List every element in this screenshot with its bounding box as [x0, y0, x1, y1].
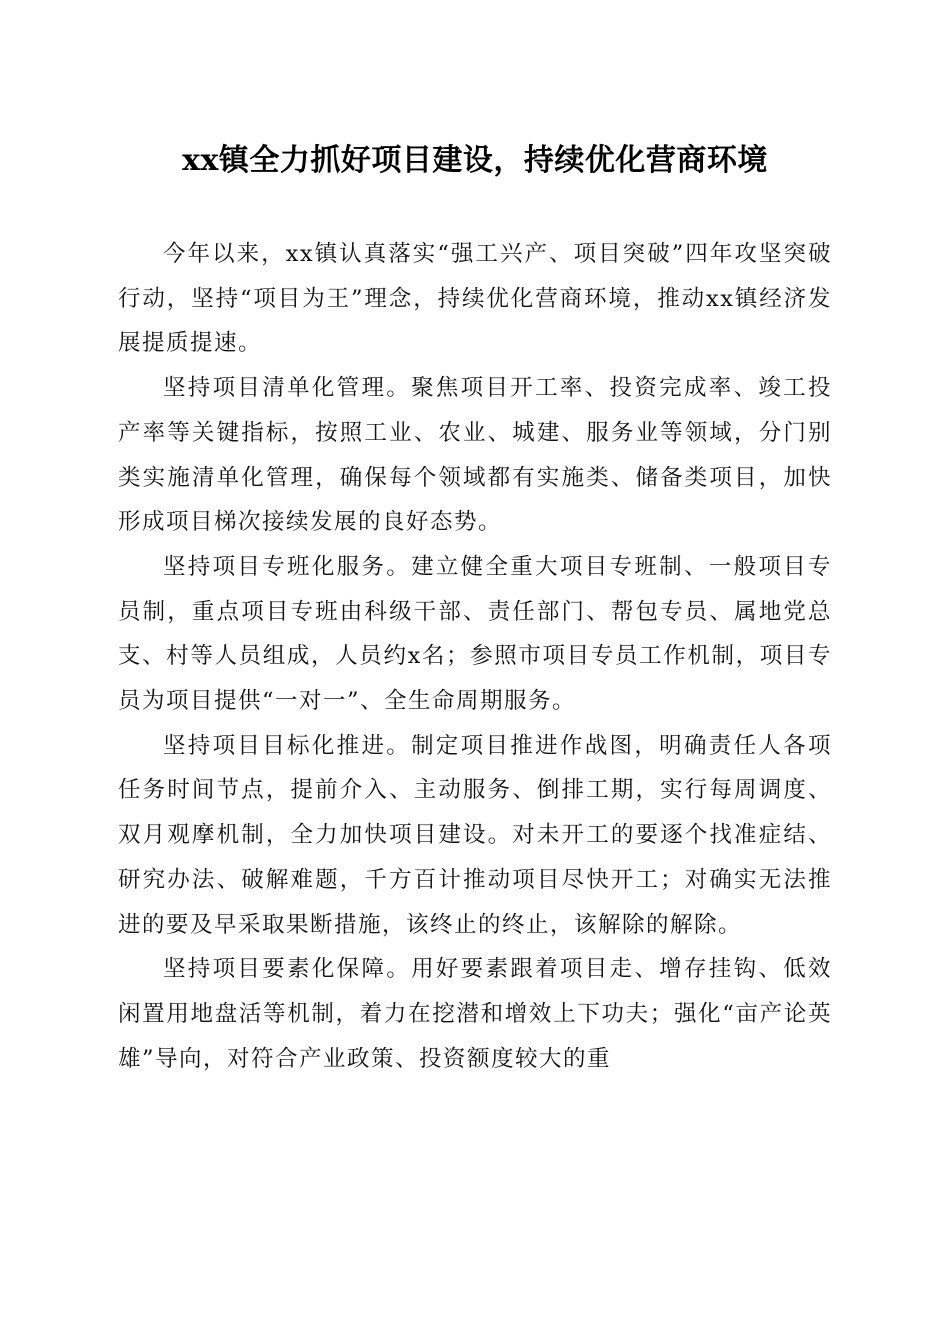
document-body [118, 232, 832, 1081]
paragraph-target-promotion: 坚持项目目标化推进。制定项目推进作战图，明确责任人各项任务时间节点，提前介入、主动服务、倒排工期，实行每周调度、双月观摩机制，全力加快项目建设。对未开工的要逐个找准症结、研究办法、破解难题，千方百计推动项目尽快开工；对确实无法推进的要及早采取果断措施，该终止的终止，该解除的解除。 [118, 732, 832, 938]
paragraph-intro: 今年以来，xx镇认真落实“强工兴产、项目突破”四年攻坚突破行动，坚持“项目为王”理念，持续优化营商环境，推动xx镇经济发展提质提速。 [118, 241, 832, 357]
paragraph-factor-guarantee: 坚持项目要素化保障。用好要素跟着项目走、增存挂钩、低效闲置用地盘活等机制，着力在挖潜和增效上下功夫；强化“亩产论英雄”导向，对符合产业政策、投资额度较大的重 [118, 956, 832, 1072]
paragraph-list-management: 坚持项目清单化管理。聚焦项目开工率、投资完成率、竣工投产率等关键指标，按照工业、农业、城建、服务业等领域，分门别类实施清单化管理，确保每个领域都有实施类、储备类项目，加快形成项目梯次接续发展的良好态势。 [118, 375, 832, 536]
document-title: xx镇全力抓好项目建设，持续优化营商环境 [182, 143, 768, 178]
paragraph-special-service: 坚持项目专班化服务。建立健全重大项目专班制、一般项目专员制，重点项目专班由科级干部、责任部门、帮包专员、属地党总支、村等人员组成，人员约x名；参照市项目专员工作机制，项目专员为项目提供“一对一”、全生命周期服务。 [118, 553, 832, 715]
